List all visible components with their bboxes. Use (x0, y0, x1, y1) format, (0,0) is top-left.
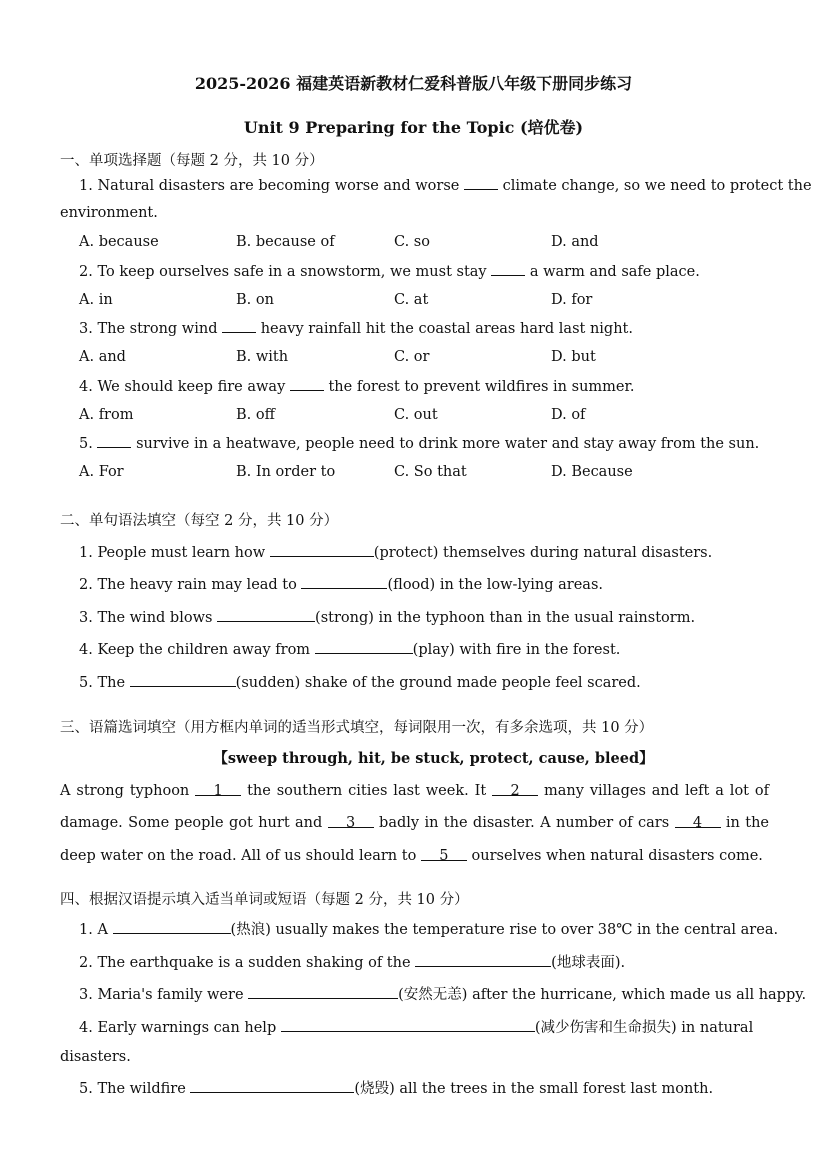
document-title: 2025-2026 福建英语新教材仁爱科普版八年级下册同步练习 (194, 74, 633, 93)
section-1-heading: 一、单项选择题（每题 2 分，共 10 分） (60, 153, 324, 169)
s4-question-4-cont: disasters. (60, 1049, 131, 1065)
s1-q1-option-b: B. because of (236, 234, 335, 250)
s1-q2-option-d: D. for (551, 292, 593, 308)
s1-q5-option-b: B. In order to (236, 464, 336, 480)
s1-q5-option-a: A. For (79, 464, 124, 480)
s3-passage-line-1: A strong typhoon 1 the southern cities last week. It 2 many villages and left a lot of (60, 783, 770, 799)
s1-q5-option-d: D. Because (551, 464, 633, 480)
s1-q2-option-a: A. in (79, 292, 113, 308)
s1-q4-option-c: C. out (394, 407, 438, 423)
unit-title: Unit 9 Preparing for the Topic (培优卷) (243, 118, 584, 137)
s2-question-3: 3. The wind blows (strong) in the typhoon than in the usual rainstorm. (79, 607, 769, 628)
s1-question-1: 1. Natural disasters are becoming worse and worse climate change, so we need to protect the (79, 175, 769, 196)
s1-question-1-cont: environment. (60, 205, 158, 221)
s1-q4-option-d: D. of (551, 407, 586, 423)
s3-passage-line-3: deep water on the road. All of us should learn to 5 ourselves when natural disasters come. (60, 848, 763, 864)
s3-passage-line-2: damage. Some people got hurt and 3 badly in the disaster. A number of cars 4 in the (60, 815, 770, 831)
s1-q5-option-c: C. So that (394, 464, 467, 480)
s2-question-2: 2. The heavy rain may lead to (flood) in the low-lying areas. (79, 574, 769, 595)
s1-question-5: 5. survive in a heatwave, people need to drink more water and stay away from the sun. (79, 433, 769, 454)
s1-q3-option-a: A. and (79, 349, 126, 365)
s2-question-1: 1. People must learn how (protect) themselves during natural disasters. (79, 542, 769, 563)
s1-q2-option-b: B. on (236, 292, 274, 308)
section-3-heading: 三、语篇选词填空（用方框内单词的适当形式填空，每词限用一次，有多余选项，共 10 分） (60, 720, 654, 736)
s4-question-3: 3. Maria's family were (安然无恙) after the hurricane, which made us all happy. (79, 984, 769, 1005)
s4-question-5: 5. The wildfire (烧毁) all the trees in the small forest last month. (79, 1078, 769, 1099)
s2-question-4: 4. Keep the children away from (play) with fire in the forest. (79, 639, 769, 660)
s1-q3-option-d: D. but (551, 349, 596, 365)
s1-q4-option-b: B. off (236, 407, 275, 423)
s1-q3-option-b: B. with (236, 349, 289, 365)
section-4-heading: 四、根据汉语提示填入适当单词或短语（每题 2 分，共 10 分） (60, 892, 469, 908)
s1-question-4: 4. We should keep fire away the forest to prevent wildfires in summer. (79, 376, 769, 397)
s4-question-1: 1. A (热浪) usually makes the temperature rise to over 38℃ in the central area. (79, 919, 769, 940)
s1-q1-option-a: A. because (79, 234, 159, 250)
s1-question-2: 2. To keep ourselves safe in a snowstorm, we must stay a warm and safe place. (79, 261, 769, 282)
s1-q3-option-c: C. or (394, 349, 430, 365)
s2-question-5: 5. The (sudden) shake of the ground made people feel scared. (79, 672, 769, 693)
s1-q4-option-a: A. from (79, 407, 134, 423)
word-box: 【sweep through, hit, be stuck, protect, cause, bleed】 (213, 750, 654, 767)
s1-q1-option-c: C. so (394, 234, 430, 250)
s1-q2-option-c: C. at (394, 292, 429, 308)
s1-question-3: 3. The strong wind heavy rainfall hit the coastal areas hard last night. (79, 318, 769, 339)
section-2-heading: 二、单句语法填空（每空 2 分，共 10 分） (60, 513, 339, 529)
s4-question-4: 4. Early warnings can help (减少伤害和生命损失) in natural (79, 1017, 769, 1038)
s4-question-2: 2. The earthquake is a sudden shaking of the (地球表面). (79, 952, 769, 973)
s1-q1-option-d: D. and (551, 234, 599, 250)
